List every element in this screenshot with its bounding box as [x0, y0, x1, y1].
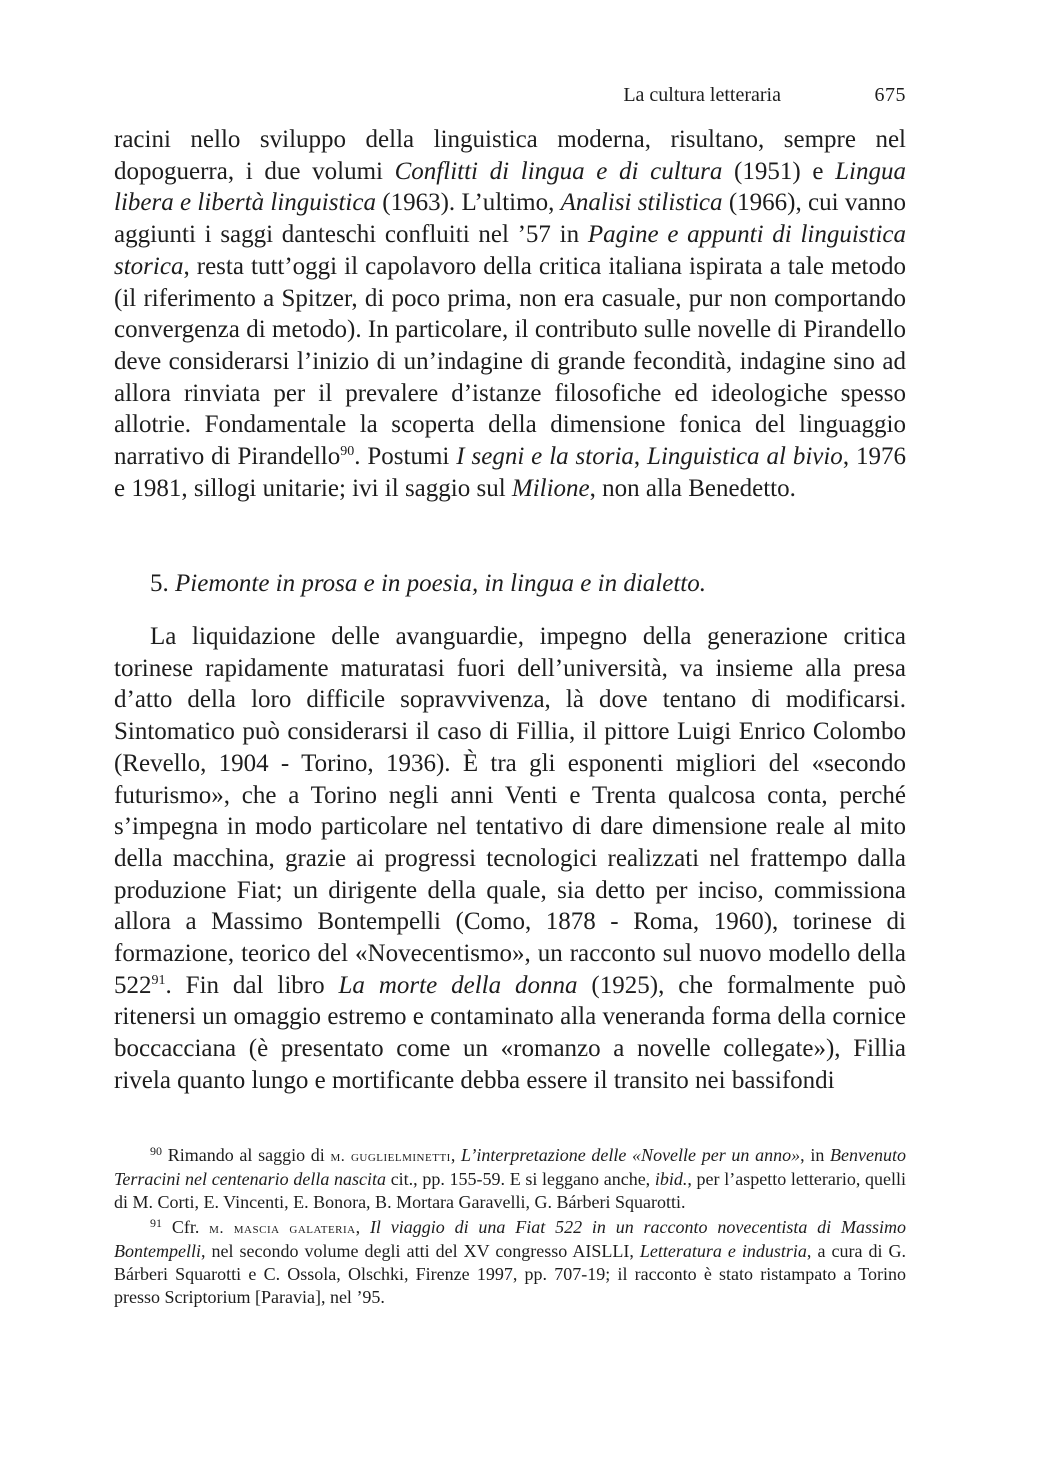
italic-title: Benvenuto Terracini nel centenario della nascita [114, 1145, 906, 1189]
footnote-reference: 90 [340, 444, 355, 460]
running-head [114, 84, 906, 112]
paragraph-1 [114, 124, 906, 504]
text-run: , a cura di G. Bárberi Squarotti e C. Ossola, Olschki, Firenze 1997, pp. 707-19; il racconto è stato ristampato a Torino presso Scriptorium [Paravia], nel ’95. [114, 1241, 906, 1307]
text-run: . Postumi [354, 443, 457, 471]
text-run: , nel secondo volume degli atti del XV congresso AISLLI, [200, 1241, 640, 1261]
footnotes [114, 1144, 906, 1311]
italic-title: ibid. [654, 1169, 688, 1189]
page-number: 675 [874, 84, 906, 106]
text-run: Cfr. [171, 1217, 210, 1237]
text-run: (1925), che formalmente può ritenersi un omaggio estremo e contaminato alla veneranda forma della cornice boccacciana (è presentato come un «romanzo a novelle collegate»), Fillia rivela quanto lungo e mortificante debba essere il transito nei bassifondi [114, 971, 907, 1094]
author-name: m. guglielminetti [330, 1148, 451, 1165]
footnote-91 [114, 1216, 906, 1309]
paragraph-2 [114, 621, 906, 1097]
italic-title: Analisi stilistica [560, 189, 723, 217]
text-run: (1963). L’ultimo, [375, 189, 561, 217]
section-title: Piemonte in prosa e in poesia, in lingua e in dialetto. [175, 570, 706, 597]
text-run: . Fin dal libro [165, 971, 339, 999]
italic-title: Lingua libera e libertà linguistica [114, 157, 906, 217]
italic-title: Conflitti di lingua e di cultura [394, 157, 723, 185]
running-head-title: La cultura letteraria [623, 84, 781, 106]
section-number: 5. [150, 570, 169, 597]
italic-title: La morte della donna [338, 971, 578, 999]
text-run: , 1976 e 1981, sillogi unitarie; ivi il saggio sul [114, 443, 906, 502]
paragraph-continued [114, 124, 906, 504]
italic-title: I segni e la storia [456, 443, 634, 471]
italic-title: L’interpretazione delle «Novelle per un anno» [461, 1145, 801, 1165]
text-run: racini nello sviluppo della linguistica moderna, risultano, sempre nel dopoguerra, i due volumi [114, 126, 906, 185]
italic-title: Letteratura e industria [639, 1241, 807, 1261]
italic-title: Linguistica al bivio [647, 443, 843, 471]
section-heading [150, 568, 910, 600]
text-run: , per l’aspetto letterario, quelli di M. Corti, E. Vincenti, E. Bonora, B. Mortara Garavelli, G. Bárberi Squarotti. [114, 1169, 906, 1212]
italic-title: Il viaggio di una Fiat 522 in un racconto novecentista di Massimo Bontempelli [114, 1217, 906, 1261]
text-run: Rimando al saggio di [167, 1145, 331, 1165]
text-run: , resta tutt’oggi il capolavoro della critica italiana ispirata a tale metodo (il riferimento a Spitzer, di poco prima, non era casuale, pur non comportando convergenza di metodo). In particolare, il contributo sulle novelle di Pirandello deve considerarsi l’inizio di un’indagine di grande fecondità, indagine sino ad allora rinviata per il prevalere d’istanze filosofiche ed ideologiche spesso allotrie. Fondamentale la scoperta della dimensione fonica del linguaggio narrativo di Pirandello [114, 252, 906, 471]
footnote-90 [114, 1144, 906, 1214]
footnote-reference: 91 [151, 972, 166, 988]
author-name: m. mascia galateria [209, 1220, 356, 1237]
text-run: , non alla Benedetto. [589, 474, 796, 502]
text-run: La liquidazione delle avanguardie, impegno della generazione critica torinese rapidamente maturatasi fuori dell’università, va insieme alla presa d’atto della loro difficile sopravvivenza, là dove tentano di modificarsi. Sintomatico può considerarsi il caso di Fillia, il pittore Luigi Enrico Colombo (Revello, 1904 - Torino, 1936). È tra gli esponenti migliori del «secondo futurismo», che a Torino negli anni Venti e Trenta qualcosa conta, perché s’impegna in modo particolare nel tentativo di dare dimensione reale al mito della macchina, grazie ai progressi tecnologici realizzati nel frattempo dalla produzione Fiat; un dirigente della quale, sia detto per inciso, commissiona allora a Massimo Bontempelli (Como, 1878 - Roma, 1960), torinese di formazione, teorico del «Novecentismo», un racconto sul nuovo modello della 522 [114, 623, 906, 999]
text-run: (1966), cui vanno aggiunti i saggi danteschi confluiti nel ’57 in [114, 189, 906, 249]
text-run: , in [800, 1145, 831, 1165]
footnote-number: 90 [150, 1144, 162, 1158]
text-run: (1951) e [722, 157, 836, 185]
text-run: , [355, 1217, 370, 1237]
italic-title: Pagine e appunti di linguistica storica [114, 221, 906, 280]
text-run: cit., pp. 155-59. E si leggano anche, [386, 1169, 655, 1189]
section-body [114, 621, 906, 1097]
footnote-number: 91 [150, 1216, 162, 1230]
italic-title: Milione [511, 474, 590, 502]
text-run: , [633, 443, 648, 471]
text-run: , [450, 1145, 462, 1165]
